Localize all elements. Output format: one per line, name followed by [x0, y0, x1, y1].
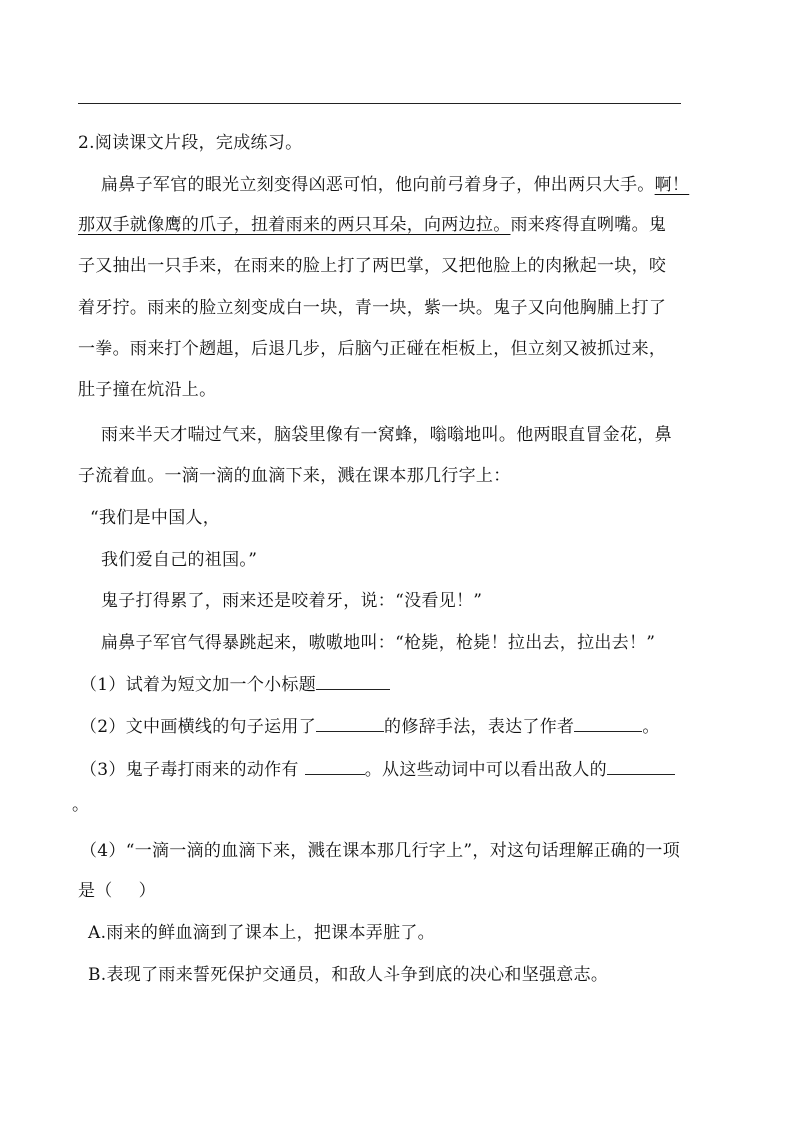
answer-blank[interactable]	[316, 717, 384, 732]
answer-blank[interactable]	[305, 760, 365, 775]
answer-blank[interactable]	[607, 760, 675, 775]
passage-line: 鬼子打得累了，雨来还是咬着牙，说：“没看见！”	[101, 591, 483, 611]
passage-line: 子又抽出一只手来，在雨来的脸上打了两巴掌，又把他脸上的肉揪起一块，咬	[78, 256, 667, 276]
answer-blank[interactable]	[574, 717, 642, 732]
passage-line	[78, 210, 666, 235]
passage-line: 子流着血。一滴一滴的血滴下来，溅在课本那几行字上：	[78, 466, 511, 486]
passage-line: 肚子撞在炕沿上。	[78, 380, 217, 400]
sub-question-3-end: 。	[72, 795, 90, 815]
top-answer-line	[78, 103, 681, 104]
underlined-sentence: 啊！	[654, 175, 690, 195]
passage-line	[101, 170, 689, 195]
question-text: 的修辞手法，表达了作者	[384, 717, 575, 737]
passage-line: 雨来半天才喘过气来，脑袋里像有一窝蜂，嗡嗡地叫。他两眼直冒金花，鼻	[101, 425, 672, 445]
question-text: 。从这些动词中可以看出敌人的	[364, 760, 607, 780]
question-text: 是（	[78, 881, 113, 901]
passage-line: 扁鼻子军官气得暴跳起来，嗷嗷地叫：“枪毙，枪毙！拉出去，拉出去！”	[101, 633, 656, 653]
sub-question-3	[80, 755, 675, 780]
answer-blank[interactable]	[316, 675, 390, 690]
underlined-sentence: 那双手就像鹰的爪子，扭着雨来的两只耳朵，向两边拉。	[78, 215, 511, 235]
question-text: 。	[642, 717, 660, 737]
question-text: （1）试着为短文加一个小标题	[80, 675, 317, 695]
question-heading: 2.阅读课文片段，完成练习。	[78, 133, 303, 153]
sub-question-4-cont	[78, 876, 156, 901]
question-text: ）	[138, 881, 156, 901]
passage-line: 着牙拧。雨来的脸立刻变成白一块，青一块，紫一块。鬼子又向他胸脯上打了	[78, 298, 667, 318]
quote-line: 我们爱自己的祖国。”	[101, 550, 258, 570]
passage-text: 雨来疼得直咧嘴。鬼	[510, 215, 667, 235]
passage-text: 扁鼻子军官的眼光立刻变得凶恶可怕，他向前弓着身子，伸出两只大手。	[101, 175, 655, 195]
option-a[interactable]: A.雨来的鲜血滴到了课本上，把课本弄脏了。	[88, 923, 435, 943]
question-text: （2）文中画横线的句子运用了	[80, 717, 317, 737]
passage-line: 一拳。雨来打个趔趄，后退几步，后脑勺正碰在柜板上，但立刻又被抓过来，	[78, 339, 667, 359]
question-text: （3）鬼子毒打雨来的动作有	[80, 760, 299, 780]
quote-line: “我们是中国人，	[90, 508, 221, 528]
sub-question-2	[80, 712, 660, 737]
sub-question-4: （4）“一滴一滴的血滴下来，溅在课本那几行字上”，对这句话理解正确的一项	[80, 841, 680, 861]
sub-question-1	[80, 670, 390, 695]
option-b[interactable]: B.表现了雨来誓死保护交通员，和敌人斗争到底的决心和坚强意志。	[88, 965, 609, 985]
